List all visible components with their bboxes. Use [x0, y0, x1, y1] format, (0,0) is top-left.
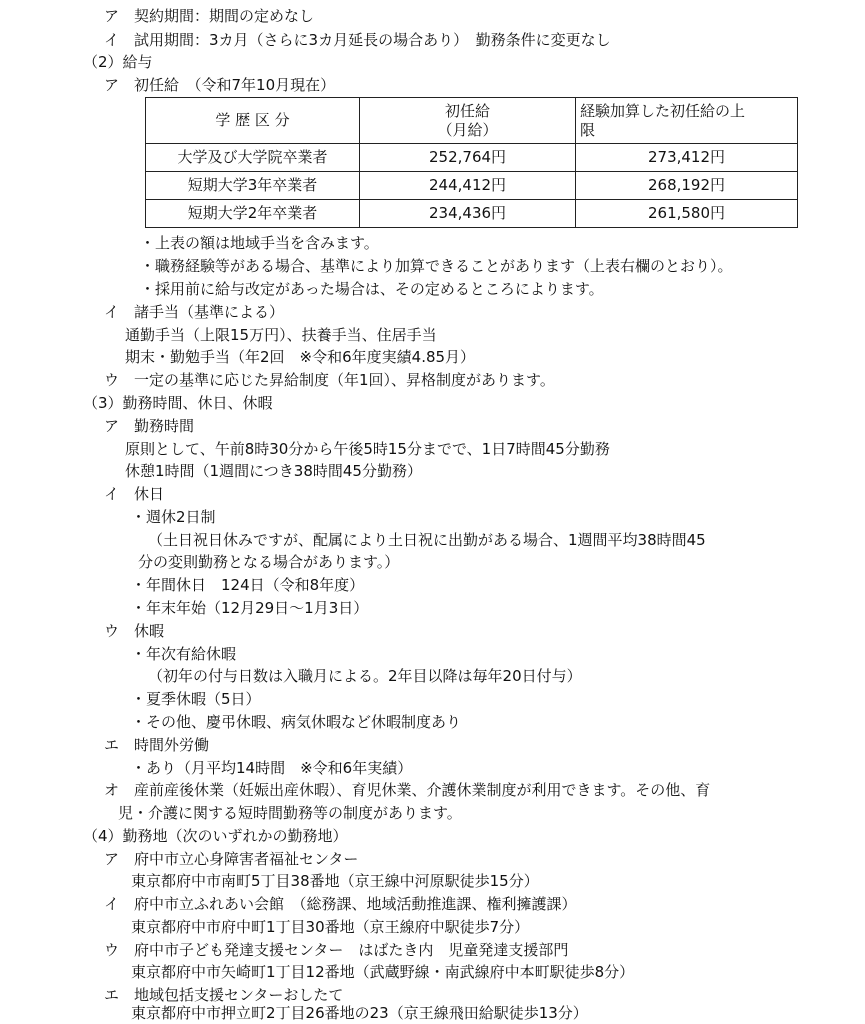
leave-line: ・夏季休暇（5日）	[131, 690, 261, 708]
leave-line: ・その他、慶弔休暇、病気休暇など休暇制度あり	[131, 713, 462, 731]
holiday-line: ・週休2日制	[131, 508, 216, 526]
initial-salary-heading: ア 初任給 （令和7年10月現在）	[104, 76, 336, 94]
leave-line: ・年次有給休暇	[131, 645, 237, 663]
table-header: 経験加算した初任給の上 限	[576, 98, 798, 144]
table-row	[146, 200, 798, 228]
table-cell: 244,412円	[360, 172, 576, 200]
childcare-line: 児・介護に関する短時間勤務等の制度があります。	[118, 804, 462, 822]
table-cell: 大学及び大学院卒業者	[146, 144, 360, 172]
table-row	[146, 172, 798, 200]
section-hours-heading: （3）勤務時間、休日、休暇	[83, 394, 273, 412]
location-address: 東京都府中市押立町2丁目26番地の23（京王線飛田給駅徒歩13分）	[131, 1004, 588, 1022]
location-address: 東京都府中市矢崎町1丁目12番地（武蔵野線・南武線府中本町駅徒歩8分）	[131, 963, 635, 981]
table-cell: 234,436円	[360, 200, 576, 228]
table-cell: 268,192円	[576, 172, 798, 200]
table-cell: 252,764円	[360, 144, 576, 172]
location-name: ア 府中市立心身障害者福祉センター	[104, 850, 359, 868]
location-name: ウ 府中市子ども発達支援センター はばたき内 児童発達支援部門	[104, 941, 569, 959]
table-cell: 261,580円	[576, 200, 798, 228]
allowance-line: 期末・勤勉手当（年2回 ※令和6年度実績4.85月）	[125, 348, 476, 366]
holiday-line: 分の変則勤務となる場合があります。）	[138, 553, 400, 571]
section-location-heading: （4）勤務地（次のいずれかの勤務地）	[83, 827, 348, 845]
salary-note: ・採用前に給与改定があった場合は、その定めるところによります。	[140, 280, 604, 298]
work-hours-line: 原則として、午前8時30分から午後5時15分までで、1日7時間45分勤務	[125, 440, 610, 458]
table-header: 初任給 （月給）	[360, 98, 576, 144]
leave-line: （初年の付与日数は入職月による。2年目以降は毎年20日付与）	[148, 667, 582, 685]
allowance-heading: イ 諸手当（基準による）	[104, 303, 285, 321]
location-address: 東京都府中市府中町1丁目30番地（京王線府中駅徒歩7分）	[131, 918, 530, 936]
overtime-heading: エ 時間外労働	[104, 736, 210, 754]
work-hours-line: 休憩1時間（1週間につき38時間45分勤務）	[125, 462, 422, 480]
holiday-heading: イ 休日	[104, 485, 165, 503]
table-row	[146, 144, 798, 172]
table-cell: 短期大学3年卒業者	[146, 172, 360, 200]
leave-heading: ウ 休暇	[104, 622, 165, 640]
location-name: エ 地域包括支援センターおしたて	[104, 986, 344, 1004]
holiday-line: ・年間休日 124日（令和8年度）	[131, 576, 365, 594]
table-header-row	[146, 98, 798, 144]
promotion-line: ウ 一定の基準に応じた昇給制度（年1回）、昇格制度があります。	[104, 371, 555, 389]
table-cell: 短期大学2年卒業者	[146, 200, 360, 228]
work-hours-heading: ア 勤務時間	[104, 417, 195, 435]
section-salary-heading: （2）給与	[83, 53, 153, 71]
overtime-line: ・あり（月平均14時間 ※令和6年実績）	[131, 759, 413, 777]
salary-note: ・職務経験等がある場合、基準により加算できることがあります（上表右欄のとおり）。	[140, 257, 733, 275]
location-name: イ 府中市立ふれあい会館 （総務課、地域活動推進課、権利擁護課）	[104, 895, 577, 913]
holiday-line: ・年末年始（12月29日～1月3日）	[131, 599, 369, 617]
contract-period: ア 契約期間：期間の定めなし	[104, 7, 315, 25]
table-cell: 273,412円	[576, 144, 798, 172]
holiday-line: （土日祝日休みですが、配属により土日祝に出勤がある場合、1週間平均38時間45	[148, 531, 706, 549]
allowance-line: 通勤手当（上限15万円）、扶養手当、住居手当	[125, 326, 437, 344]
childcare-line: オ 産前産後休業（妊娠出産休暇）、育児休業、介護休業制度が利用できます。その他、育	[104, 781, 711, 799]
salary-note: ・上表の額は地域手当を含みます。	[140, 234, 379, 252]
location-address: 東京都府中市南町5丁目38番地（京王線中河原駅徒歩15分）	[131, 872, 539, 890]
trial-period: イ 試用期間：3カ月（さらに3カ月延長の場合あり） 勤務条件に変更なし	[104, 31, 611, 49]
table-header: 学 歴 区 分	[146, 98, 360, 144]
salary-table	[145, 97, 798, 228]
